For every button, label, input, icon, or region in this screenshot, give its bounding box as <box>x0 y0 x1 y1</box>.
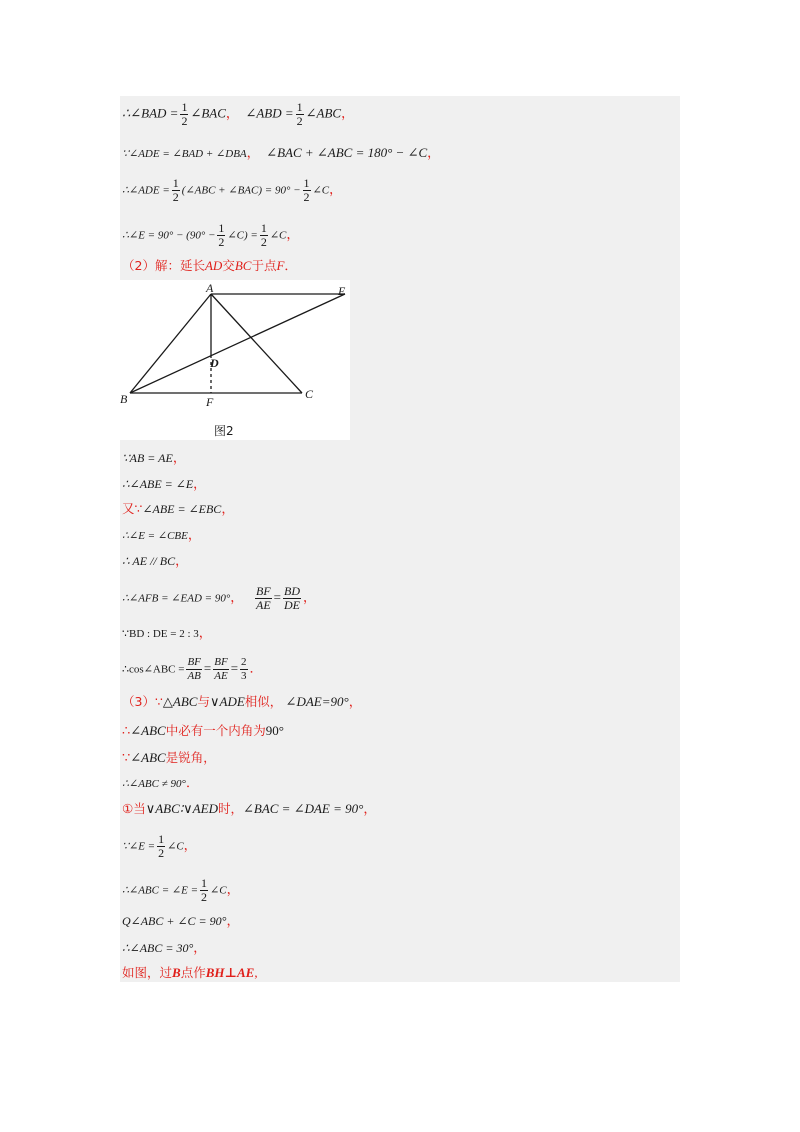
punctuation: ， <box>246 145 260 160</box>
label-text: 相似， <box>244 694 283 709</box>
punctuation: ， <box>187 527 201 542</box>
equation-text: ∠ABC <box>305 105 342 121</box>
punctuation: ， <box>286 226 300 242</box>
punctuation: ， <box>329 181 343 197</box>
fraction: $\frac{2}{3}$ <box>241 656 247 682</box>
equation-text: ∵∠ADE = ∠BAD + ∠DBA <box>122 148 247 160</box>
equation-text: ∠BAC + ∠ABC = 180° − ∠C <box>266 145 428 160</box>
label-text: 交 <box>222 258 235 273</box>
segment-name: BC <box>234 258 252 273</box>
fraction: $\frac{1}{2}$ <box>201 876 208 904</box>
equation-text: 90° <box>265 723 284 738</box>
therefore-symbol: ∴ <box>122 723 131 738</box>
equation-text: ∠C <box>269 229 287 242</box>
solution-line-9 <box>122 527 201 544</box>
solution-line-6 <box>122 450 186 466</box>
solution-line-7 <box>122 476 206 492</box>
point-name: F <box>276 258 285 273</box>
fraction: $\frac{1}{2}$ <box>260 221 267 249</box>
punctuation: ， <box>221 501 235 516</box>
segment-name: AD <box>204 258 223 273</box>
equation-text: ∴∠AFB = ∠EAD = 90° <box>122 592 231 605</box>
equation-text: ∠C) = <box>227 229 258 242</box>
geometry-figure <box>120 280 350 440</box>
equation-text: ∠BAC = ∠DAE = 90° <box>242 801 364 816</box>
fraction: $\frac{1}{2}$ <box>303 176 310 204</box>
solution-line-10 <box>122 553 188 569</box>
triangle-name: △ABC <box>162 694 198 709</box>
equation-text: ∵AB = AE <box>122 451 173 465</box>
figure-caption: 图2 <box>214 424 234 438</box>
solution-line-12 <box>122 625 212 642</box>
equation-text: ∴ AE // BC <box>122 554 176 568</box>
segment-ac <box>211 294 302 393</box>
equation-text: Q∠ABC + ∠C = 90° <box>122 914 227 928</box>
point-name: B <box>172 965 181 980</box>
solution-line-4 <box>122 222 299 249</box>
equation-text: ∵∠E = <box>122 840 156 853</box>
solution-line-17 <box>122 775 199 792</box>
punctuation: ． <box>249 660 263 676</box>
equation-text: ∴cos∠ABC = <box>122 663 185 676</box>
fraction: $\frac{1}{2}$ <box>172 176 179 204</box>
label-text: 如图，过 <box>122 965 173 980</box>
punctuation: ． <box>185 775 199 790</box>
triangle-name: ∨ADE <box>209 694 245 709</box>
punctuation: ， <box>427 145 441 160</box>
label-text: 时， <box>217 801 243 816</box>
label-text: （2）解：延长 <box>122 258 205 273</box>
point-label-f: F <box>206 395 214 409</box>
equation-text: ∴∠ABC ≠ 90° <box>122 778 186 790</box>
equation-text: ∠DAE=90° <box>285 694 349 709</box>
solution-line-21 <box>122 913 239 929</box>
fraction: $\frac{BF}{AE}$ <box>214 656 228 682</box>
solution-line-16 <box>122 750 216 766</box>
label-text: 又∵ <box>122 501 143 516</box>
label-text: ①当 <box>122 801 146 816</box>
punctuation: ， <box>193 940 207 955</box>
solution-line-22 <box>122 940 206 956</box>
point-label-e: E <box>338 284 346 298</box>
angle-name: ∠ABC <box>130 723 166 738</box>
solution-line-2 <box>122 145 440 162</box>
solution-line-1 <box>122 101 354 128</box>
solution-line-18 <box>122 801 376 817</box>
point-label-b: B <box>120 392 128 406</box>
equals-sign: = <box>273 589 281 605</box>
solution-line-14 <box>122 694 362 710</box>
punctuation: ， <box>226 913 240 928</box>
triangle-diagram <box>120 280 350 440</box>
label-text: 中必有一个内角为 <box>165 723 266 738</box>
segment-ab <box>130 294 211 393</box>
equation-text: ∴∠E = 90° − (90° − <box>122 229 216 242</box>
label-text: 是锐角， <box>165 750 216 765</box>
label-text: 于点 <box>251 258 277 273</box>
solution-line-23 <box>122 965 258 981</box>
equation-text: BH⊥AE <box>205 965 255 980</box>
punctuation: ， <box>226 881 240 897</box>
because-symbol: ∵ <box>122 750 131 765</box>
punctuation: ， <box>198 625 212 640</box>
equation-text: ∠C <box>312 184 330 197</box>
fraction: $\frac{BD}{DE}$ <box>284 584 300 612</box>
fraction: $\frac{1}{2}$ <box>158 832 165 860</box>
fraction: $\frac{1}{2}$ <box>296 100 303 128</box>
equation-text: ∠ABE = ∠EBC <box>142 502 222 516</box>
equation-text: ∴∠E = ∠CBE <box>122 530 188 542</box>
punctuation: ， <box>172 450 186 465</box>
punctuation: ， <box>225 105 239 121</box>
similarity-statement: ∨ABC∶∨AED <box>145 801 218 816</box>
equals-sign: = <box>230 660 239 676</box>
fraction: $\frac{BF}{AB}$ <box>187 656 201 682</box>
punctuation: ， <box>175 553 189 568</box>
solution-line-5 <box>122 258 297 274</box>
point-label-a: A <box>206 281 214 295</box>
equation-text: ∠C <box>210 884 227 897</box>
equation-text: ∠C <box>167 840 184 853</box>
point-label-d: D <box>210 356 219 370</box>
solution-line-13 <box>122 656 263 683</box>
equation-text: ∴∠ABC = 30° <box>122 941 194 955</box>
solution-line-3 <box>122 177 342 204</box>
equation-text: ∠ABD = <box>245 105 294 121</box>
equals-sign: = <box>203 660 212 676</box>
equation-text: ∵BD : DE = 2 : 3 <box>122 628 199 640</box>
fraction: $\frac{1}{2}$ <box>181 100 188 128</box>
equation-text: ∴∠BAD = <box>122 105 179 121</box>
equation-text: (∠ABC + ∠BAC) = 90° − <box>181 184 301 197</box>
punctuation: , <box>254 965 258 980</box>
point-label-c: C <box>305 387 314 401</box>
solution-line-20 <box>122 877 240 904</box>
fraction: $\frac{BF}{AE}$ <box>255 584 271 612</box>
equation-text: ∴∠ABC = ∠E = <box>122 884 199 897</box>
fraction: $\frac{1}{2}$ <box>218 221 225 249</box>
label-text: 与 <box>197 694 210 709</box>
punctuation: ． <box>284 258 298 273</box>
segment-be <box>130 294 345 393</box>
equation-text: ∠BAC <box>190 105 226 121</box>
punctuation: ， <box>341 105 355 121</box>
punctuation: ， <box>193 476 207 491</box>
equation-text: ∴∠ABE = ∠E <box>122 477 194 491</box>
label-text: 点作 <box>180 965 206 980</box>
angle-name: ∠ABC <box>130 750 166 765</box>
punctuation: ， <box>363 801 377 816</box>
punctuation: ， <box>303 589 317 605</box>
solution-line-8 <box>122 501 234 517</box>
punctuation: ， <box>183 837 197 853</box>
equation-text: ∴∠ADE = <box>122 184 170 197</box>
solution-line-19 <box>122 833 197 860</box>
punctuation: ， <box>348 694 362 709</box>
solution-line-15 <box>122 723 284 739</box>
label-text: （3）∵ <box>122 694 163 709</box>
punctuation: ， <box>230 589 244 605</box>
solution-line-11 <box>122 585 316 612</box>
